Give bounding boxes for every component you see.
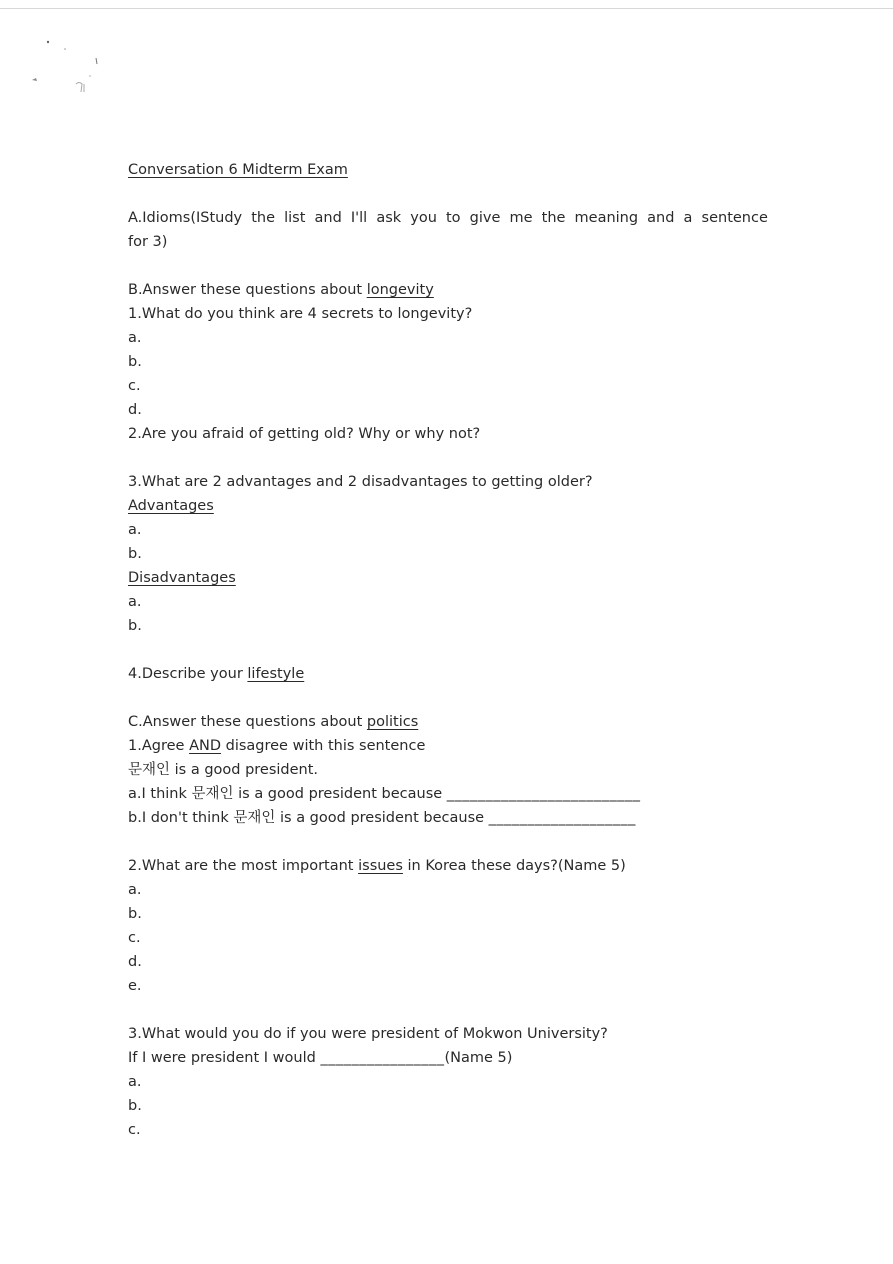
instruction-word: a [683,210,693,226]
answer-option: c. [128,378,141,394]
statement: 문재인 is a good president. [128,762,319,778]
answer-option: c. [128,930,141,946]
answer-option: b. [128,618,142,634]
answer-option: d. [128,402,142,418]
instruction-word: list [284,210,306,226]
agree-sentence: a.I think 문재인 is a good president because _________________________ [128,786,641,802]
exam-title: Conversation 6 Midterm Exam [128,162,348,178]
answer-option: a. [128,1074,142,1090]
section-c-heading: C.Answer these questions about politics [128,714,419,730]
instruction-word: the [251,210,276,226]
instruction-word: and [647,210,675,226]
instruction-word: the [541,210,566,226]
instruction-word: I'll [350,210,368,226]
section-b-heading: B.Answer these questions about longevity [128,282,434,298]
answer-option: a. [128,882,142,898]
answer-option: a. [128,522,142,538]
question-c2: 2.What are the most important issues in Korea these days?(Name 5) [128,858,626,874]
question-b1: 1.What do you think are 4 secrets to longevity? [128,306,473,322]
answer-option: a. [128,330,142,346]
section-a-instructions-cont: for 3) [128,234,168,250]
answer-option: b. [128,546,142,562]
answer-option: a. [128,594,142,610]
question-c3: 3.What would you do if you were president of Mokwon University? [128,1026,608,1042]
answer-option: b. [128,1098,142,1114]
advantages-label: Advantages [128,498,214,514]
section-b-topic: longevity [366,282,434,298]
answer-option: b. [128,354,142,370]
question-b2: 2.Are you afraid of getting old? Why or why not? [128,426,481,442]
instruction-word: ask [376,210,402,226]
answer-option: e. [128,978,142,994]
exam-document [128,158,768,1142]
disagree-sentence: b.I don't think 문재인 is a good president because ___________________ [128,810,636,826]
section-c-topic: politics [366,714,419,730]
question-c3-prompt: If I were president I would ________________(Name 5) [128,1050,513,1066]
answer-option: c. [128,1122,141,1138]
instruction-word: you [410,210,437,226]
scan-top-edge [0,8,893,9]
fill-in-blank: _________________________ [446,786,641,802]
fill-in-blank: ________________ [320,1050,445,1066]
disadvantages-label: Disadvantages [128,570,236,586]
scan-specks [28,36,108,100]
instruction-word: meaning [574,210,639,226]
instruction-word: sentence [701,210,768,226]
instruction-word: give [469,210,501,226]
answer-option: b. [128,906,142,922]
question-b4: 4.Describe your lifestyle [128,666,305,682]
instruction-word: and [314,210,342,226]
question-b3: 3.What are 2 advantages and 2 disadvantages to getting older? [128,474,593,490]
instruction-word: me [509,210,533,226]
instruction-word: to [446,210,461,226]
answer-option: d. [128,954,142,970]
instruction-word: A.Idioms(IStudy [128,210,243,226]
question-c1: 1.Agree AND disagree with this sentence [128,738,426,754]
section-a-instructions [128,206,768,230]
fill-in-blank: ___________________ [488,810,636,826]
